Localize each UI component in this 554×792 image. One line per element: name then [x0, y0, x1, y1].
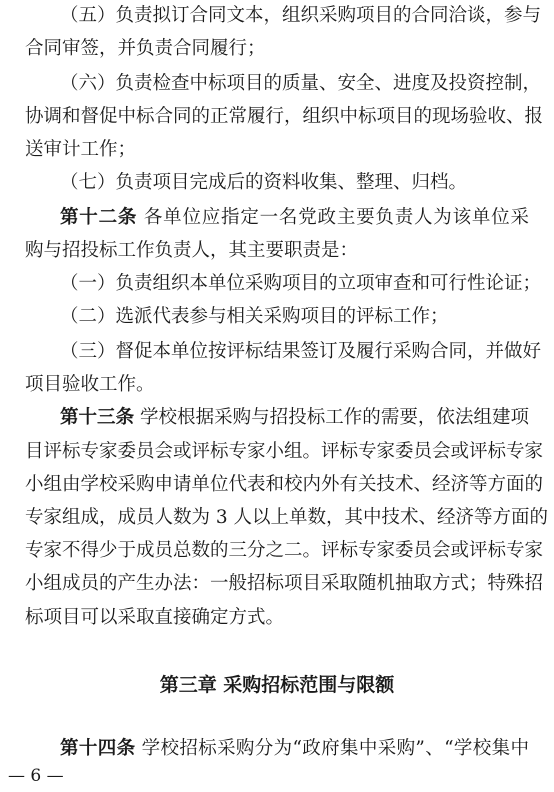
line-text: （六）负责检查中标项目的质量、安全、进度及投资控制，	[60, 73, 542, 94]
line-text: 学校根据采购与招投标工作的需要，依法组建项	[134, 407, 529, 428]
line-text: 专家组成，成员人数为 3 人以上单数，其中技术、经济等方面的	[25, 507, 549, 528]
text-line	[60, 305, 529, 329]
line-text: 专家不得少于成员总数的三分之二。评标专家委员会或评标专家	[25, 540, 544, 561]
text-line	[60, 206, 529, 230]
line-text: （七）负责项目完成后的资料收集、整理、归档。	[60, 172, 468, 193]
line-text: 购与招投标工作负责人，其主要职责是：	[25, 240, 359, 261]
line-text: （二）选派代表参与相关采购项目的评标工作；	[60, 306, 449, 327]
text-line	[60, 272, 542, 296]
line-text: （五）负责拟订合同文本，组织采购项目的合同洽谈，参与	[60, 5, 542, 26]
article-number: 第十二条	[60, 207, 138, 228]
line-text: （一）负责组织本单位采购项目的立项审查和可行性论证；	[60, 273, 542, 294]
line-text: （三）督促本单位按评标结果签订及履行采购合同，并做好	[60, 341, 542, 362]
text-line	[25, 138, 529, 162]
line-text: 小组成员的产生办法：一般招标项目采取随机抽取方式；特殊招	[25, 573, 544, 594]
chapter-heading: 第三章 采购招标范围与限额	[159, 674, 395, 696]
text-line	[25, 37, 529, 61]
line-text: 协调和督促中标合同的正常履行，组织中标项目的现场验收、报	[25, 106, 544, 127]
line-text: 项目验收工作。	[25, 374, 155, 395]
text-line	[60, 171, 529, 195]
line-text: 标项目可以采取直接确定方式。	[25, 607, 285, 628]
line-text: 目评标专家委员会或评标专家小组。评标专家委员会或评标专家	[25, 441, 544, 462]
line-text: 小组由学校采购申请单位代表和校内外有关技术、经济等方面的	[25, 474, 544, 495]
text-line	[60, 4, 542, 28]
text-line	[60, 340, 542, 364]
text-line	[25, 539, 544, 563]
line-text: 送审计工作；	[25, 139, 137, 160]
article-number: 第十三条	[60, 407, 135, 428]
text-line	[25, 473, 544, 497]
line-text: 合同审签，并负责合同履行；	[25, 38, 266, 59]
text-line	[25, 373, 529, 397]
article-number: 第十四条	[60, 738, 136, 759]
text-line	[25, 506, 549, 530]
text-line	[25, 440, 544, 464]
text-line	[60, 737, 529, 761]
line-text: 学校招标采购分为“政府集中采购”、“学校集中	[135, 738, 529, 759]
text-line	[25, 239, 529, 263]
text-line	[60, 406, 529, 430]
text-line	[25, 572, 544, 596]
text-line	[25, 105, 544, 129]
text-line	[60, 72, 542, 96]
text-line	[25, 606, 529, 630]
line-text: 各单位应指定一名党政主要负责人为该单位采	[137, 207, 529, 228]
page-number: — 6 —	[8, 766, 64, 786]
